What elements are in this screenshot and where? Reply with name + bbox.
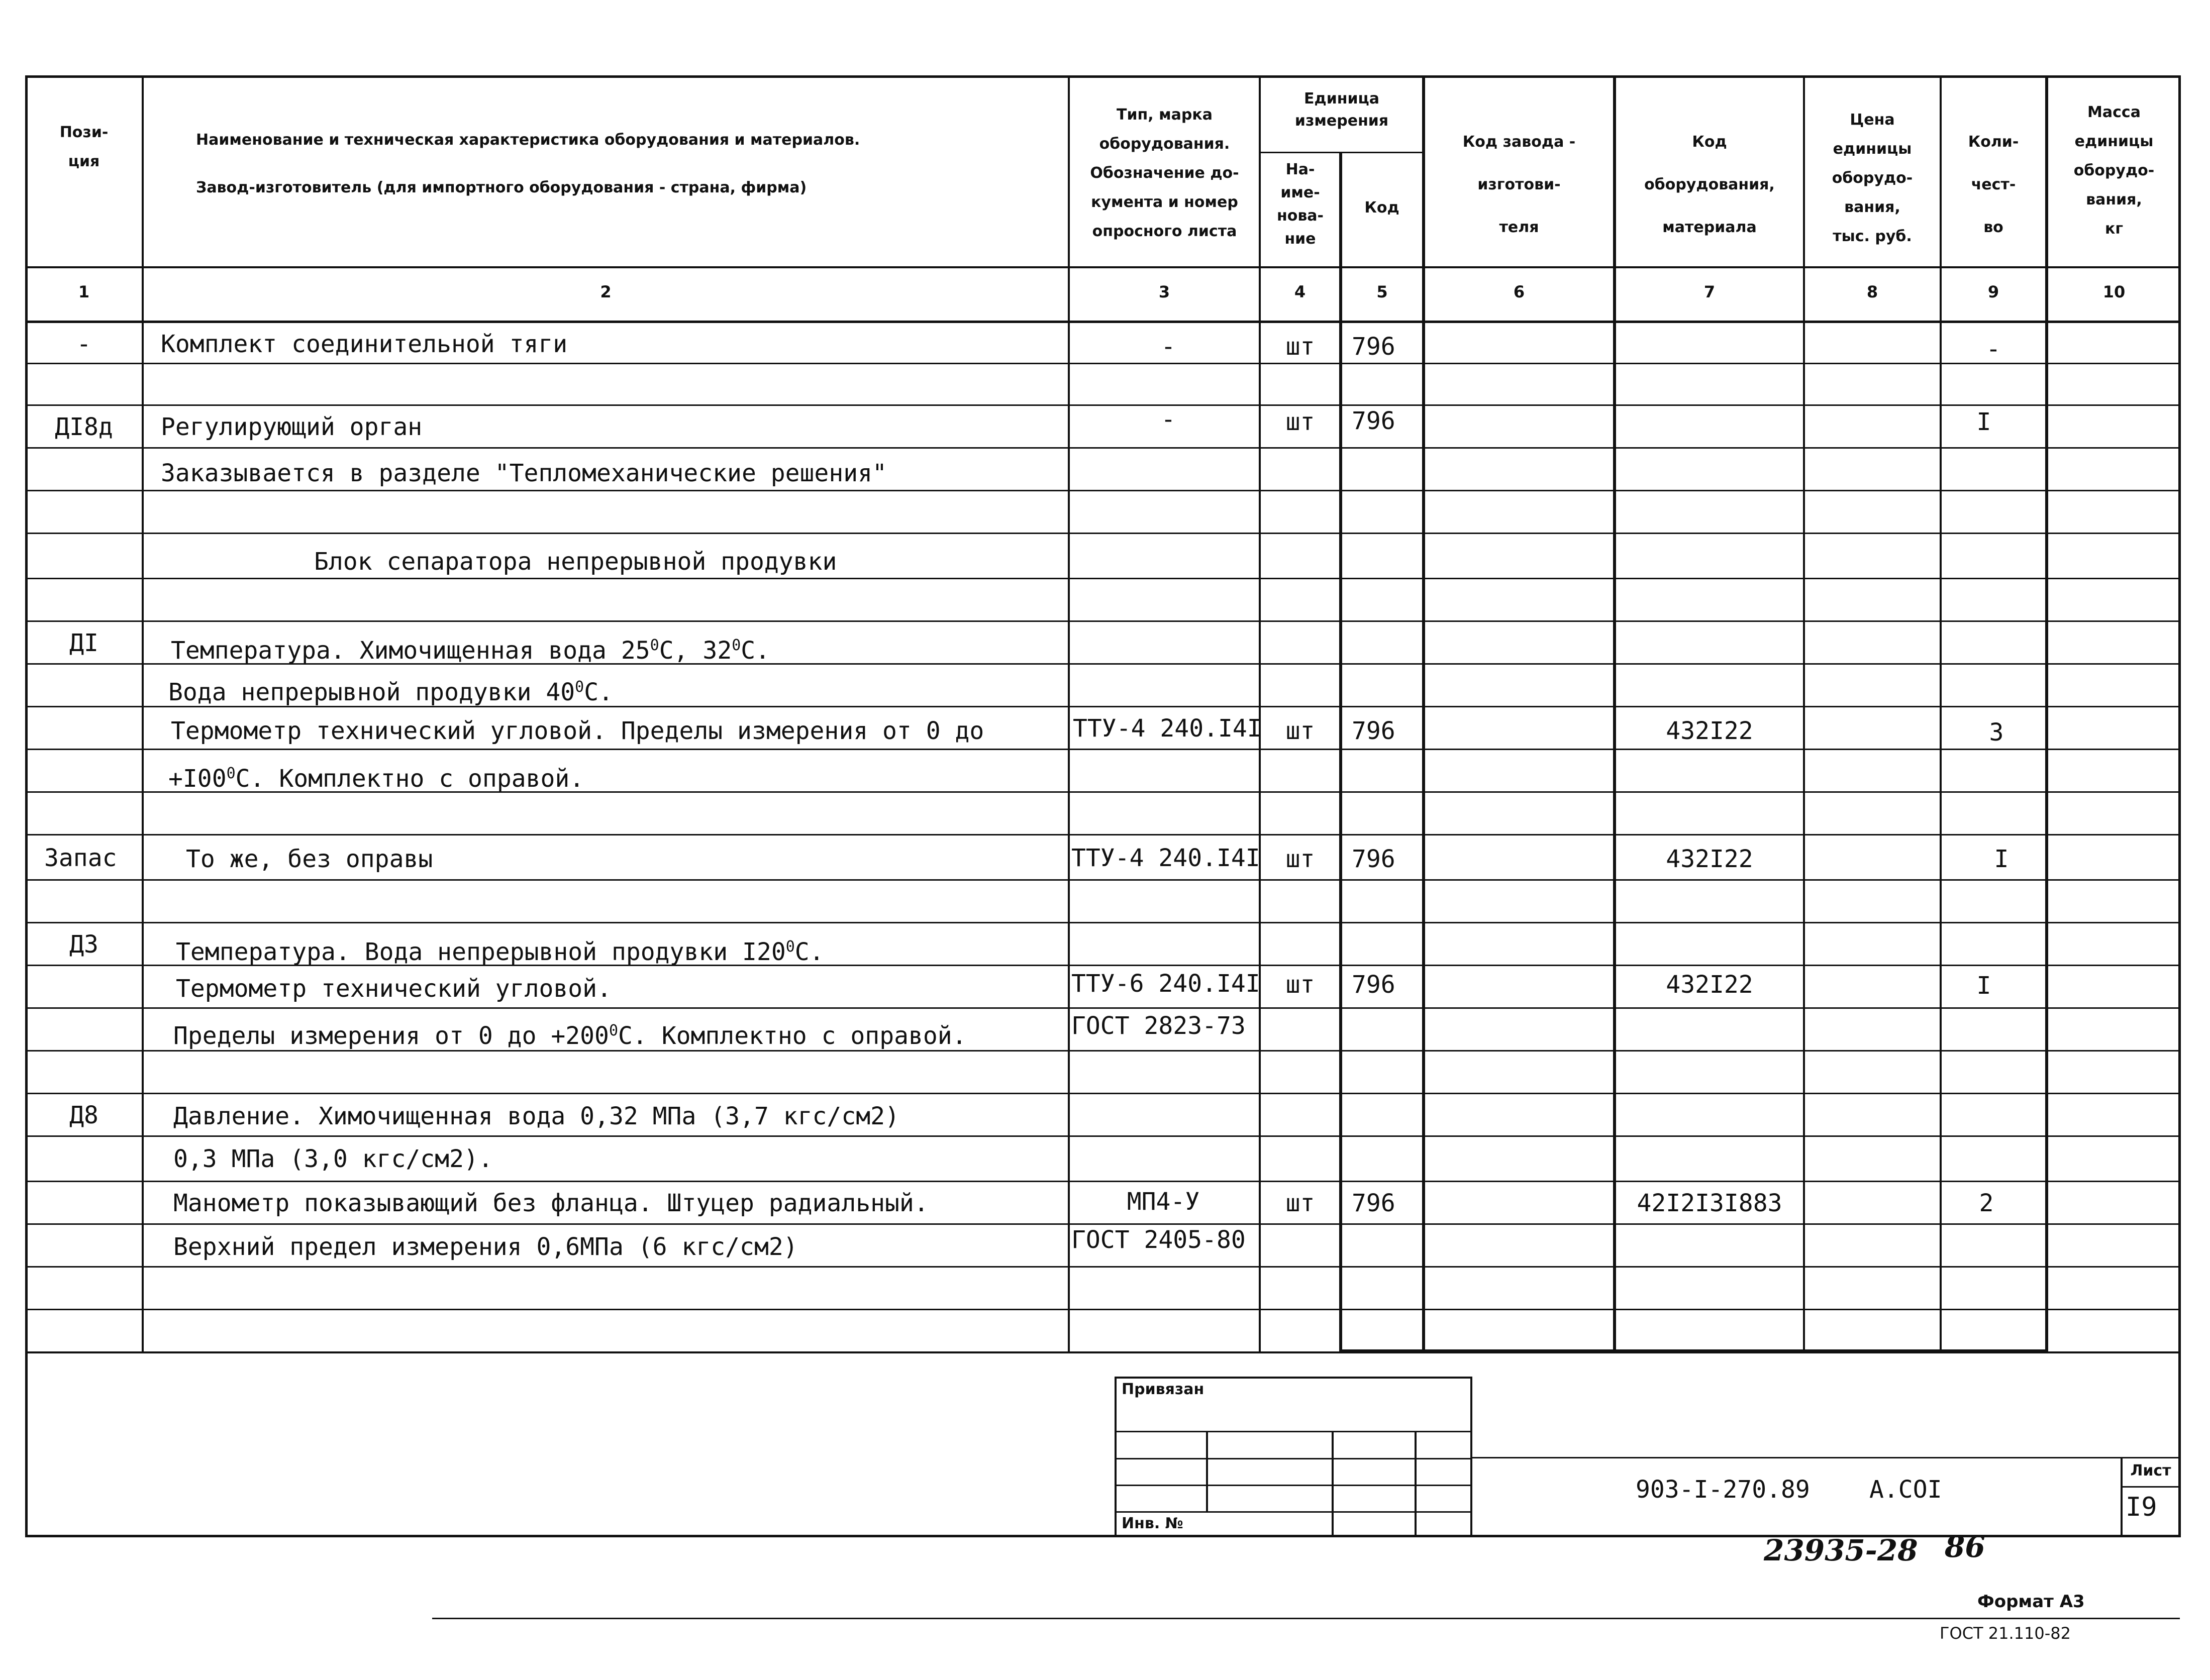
row-equip-code: 42I2I3I883 [1637,1189,1782,1217]
stamp-divider [1206,1431,1208,1511]
row-line [26,1093,2180,1094]
document-code: 903-I-270.89 [1636,1476,1810,1504]
row-qty: - [1986,335,2001,363]
row-position: Д8 [69,1101,98,1129]
header-factory-code: Код завода - изготови- теля [1462,133,1576,236]
format-standard: ГОСТ 21.110-82 [1940,1624,2071,1643]
header-unit-name: На- име- нова- ние [1276,161,1324,248]
row-line [26,1135,2180,1137]
col-number: 1 [78,282,90,301]
archive-suffix: 86 [1945,1530,1985,1564]
row-type: - [1161,333,1176,361]
stamp-line [1115,1511,1472,1513]
col-number: 6 [1513,282,1525,301]
row-name: Манометр показывающий без фланца. Штуцер радиальный. [173,1189,929,1217]
row-position: - [76,330,91,358]
sheet-format: Формат А3 [1977,1592,2085,1612]
stamp-line [1115,1458,1472,1459]
row-name: Термометр технический угловой. Пределы измерения от 0 до [171,717,984,745]
col-number: 5 [1376,282,1388,301]
row-name: Заказывается в разделе "Тепломеханические решения" [161,459,887,487]
row-qty: I [1976,408,1991,436]
row-name: 0,3 МПа (3,0 кгс/см2). [173,1145,493,1173]
row-name: Пределы измерения от 0 до $+200^0С$. Комплектно с оправой. [173,1022,967,1050]
row-line [26,533,2180,534]
row-unit-code: 796 [1352,1189,1395,1217]
row-position: ДI [69,629,98,657]
row-unit: шт [1285,971,1315,999]
row-line [26,578,2180,579]
section-heading: Блок сепаратора непрерывной продувки [314,548,837,576]
col-number: 4 [1294,282,1306,301]
row-line [26,1181,2180,1182]
stamp-line [1115,1485,1472,1486]
row-line [26,447,2180,449]
header-position: Пози- ция [59,124,109,170]
row-line [26,620,2180,622]
col-number: 8 [1866,282,1878,301]
header-name-line2: Завод-изготовитель (для импортного оборудования - страна, фирма) [196,179,807,196]
header-unit-code: Код [1364,199,1399,217]
row-equip-code: 432I22 [1666,845,1753,873]
row-name: Термометр технический угловой. [176,975,612,1003]
row-name: Давление. Химочищенная вода 0,32 МПа (3,7 кгс/см2) [173,1102,899,1130]
colnum-bottom-line [26,321,2180,323]
row-unit-code: 796 [1352,407,1395,435]
row-line [26,879,2180,881]
footer-rule [432,1618,2180,1619]
row-unit-code: 796 [1352,845,1395,873]
header-unit-group: Единица измерения [1294,90,1389,130]
header-name-line1: Наименование и техническая характеристика оборудования и материалов. [196,131,860,149]
inv-label: Инв. № [1122,1515,1183,1532]
row-name: Комплект соединительной тяги [161,330,568,358]
row-line [26,922,2180,923]
row-name: То же, без оправы [186,845,433,873]
col-divider [1339,153,1342,1352]
bound-label: Привязан [1122,1381,1204,1398]
header-qty: Коли- чест- во [1968,133,2019,236]
archive-number: 23935-28 [1764,1533,1918,1567]
row-type: ГОСТ 2405-80 [1071,1226,1246,1254]
row-name: Вода непрерывной продувки $40^0С$. [168,678,614,706]
row-unit-code: 796 [1352,333,1395,361]
row-name: Регулирующий орган [161,413,423,441]
row-line [26,363,2180,364]
row-name: Температура. Вода непрерывной продувки $I20^0С$. [176,938,824,966]
row-equip-code: 432I22 [1666,971,1753,999]
document-suffix: А.COI [1869,1476,1942,1504]
stamp-divider [1415,1431,1417,1537]
stamp-block [1115,1377,1472,1537]
row-type: ТТУ-6 240.I4I [1071,970,1260,998]
row-type: ТТУ-4 240.I4I [1071,844,1260,872]
stamp-line [1470,1457,2180,1458]
col-number: 9 [1987,282,1999,301]
row-line [26,1007,2180,1009]
row-type: ТТУ-4 240.I4I [1073,714,1262,743]
sheet-number: I9 [2126,1492,2157,1522]
row-type: - [1161,405,1176,434]
thick-bottom-line [1339,1349,2048,1352]
row-line [26,1309,2180,1310]
row-unit: шт [1285,333,1315,361]
row-unit-code: 796 [1352,717,1395,745]
stamp-divider [1332,1431,1334,1537]
row-position: Запас [44,844,117,872]
header-type: Тип, марка оборудования. Обозначение до- кумента и номер опросного листа [1090,106,1239,240]
row-type: МП4-У [1127,1188,1200,1216]
row-line [26,749,2180,750]
col-number: 7 [1703,282,1716,301]
sheet-label: Лист [2130,1462,2171,1480]
row-unit: шт [1285,845,1315,873]
row-qty: 3 [1989,718,2004,747]
row-equip-code: 432I22 [1666,717,1753,745]
col-number: 10 [2102,282,2126,301]
row-name: Температура. Химочищенная вода $25^0С$, $32^0С$. [171,637,770,665]
row-unit: шт [1285,408,1315,436]
row-line [26,490,2180,491]
header-bottom-line [26,266,2180,268]
row-line [26,834,2180,835]
unit-group-line [1259,152,1422,153]
col-number: 2 [600,282,612,301]
header-price: Цена единицы оборудо- вания, тыс. руб. [1832,111,1913,245]
stamp-line [1115,1431,1472,1432]
row-position: ДI8д [55,413,113,441]
row-unit: шт [1285,717,1315,745]
row-unit-code: 796 [1352,971,1395,999]
row-qty: I [1994,845,2009,873]
row-position: Д3 [69,930,98,959]
row-type: ГОСТ 2823-73 [1071,1012,1246,1040]
col-number: 3 [1158,282,1170,301]
header-equip-code: Код оборудования, материала [1644,133,1775,236]
header-mass: Масса единицы оборудо- вания, кг [2073,103,2155,238]
stamp-line [2121,1486,2180,1488]
row-qty: 2 [1979,1189,1994,1217]
row-name: $+I00^0С$. Комплектно с оправой. [168,765,584,793]
row-name: Верхний предел измерения 0,6МПа (6 кгс/см2) [173,1233,798,1261]
row-qty: I [1976,972,1991,1000]
row-unit: шт [1285,1189,1315,1217]
row-line [26,1266,2180,1268]
